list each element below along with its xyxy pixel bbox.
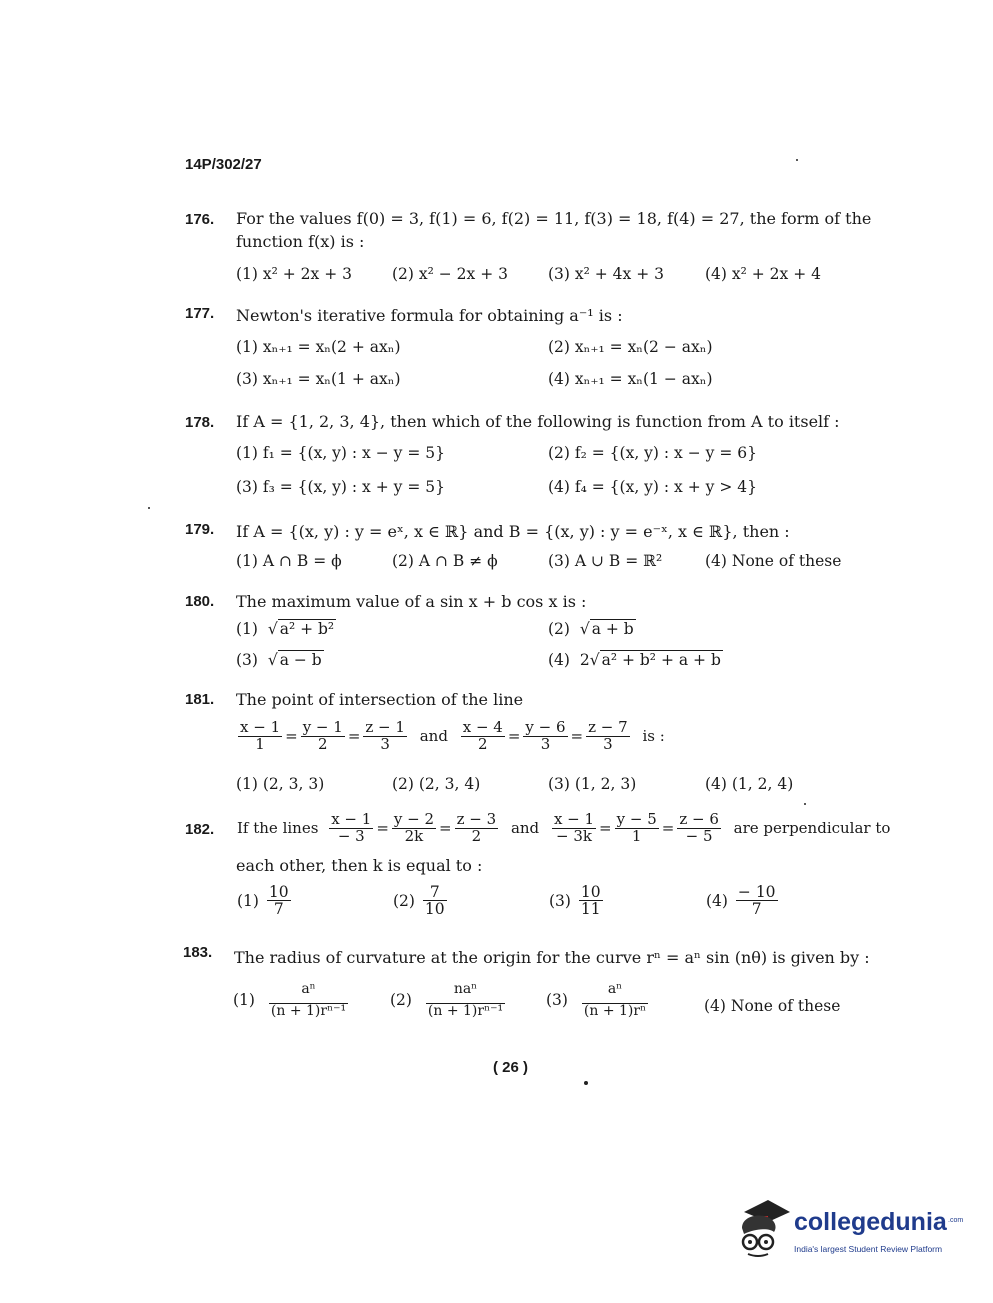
option-2: (2) (2, 3, 4) — [392, 775, 481, 793]
option-4: (4) xₙ₊₁ = xₙ(1 − axₙ) — [548, 370, 713, 388]
coefficient: 2 — [579, 651, 590, 669]
line-equations: $\frac{x - 1}{1}$ = $\frac{y - 1}{2}$ = $\frac{z - 1}{3}$ and $\frac{x - 4}{2}$ = $\frac{y - 6}{3}$ = $\frac{z - 7}{3}$ is : — [240, 718, 665, 753]
option-3 — [545, 982, 650, 1018]
lead-text: If the lines — [237, 819, 319, 838]
option-1 — [236, 884, 293, 918]
fraction: $\frac{y - 5}{1}$ — [616, 810, 657, 845]
and-word: and — [419, 727, 448, 746]
fraction: $\frac{x - 1}{1}$ — [240, 718, 281, 753]
option-label: (4) — [548, 651, 570, 669]
radicand: a² + b² + a + b — [601, 651, 721, 669]
sqrt: √ a − b — [262, 651, 322, 669]
option-4 — [705, 884, 780, 918]
tail-text: are perpendicular to — [733, 819, 891, 838]
option-label: (1) — [237, 891, 259, 910]
question-number: 181. — [185, 691, 215, 708]
fraction: $\frac{\text{aⁿ}}{\text{(n + 1)rⁿ⁻¹}}$ — [270, 981, 347, 1019]
option-label: (1) — [236, 620, 258, 638]
question-text-cont: function f(x) is : — [236, 232, 365, 251]
option-2: (2) xₙ₊₁ = xₙ(2 − axₙ) — [548, 338, 713, 356]
radicand: a² + b² — [279, 620, 335, 638]
option-4 — [548, 651, 723, 669]
option-4: (4) None of these — [704, 997, 841, 1015]
fraction: $\frac{10}{11}$ — [580, 883, 601, 919]
option-4: (4) f₄ = {(x, y) : x + y > 4} — [548, 478, 757, 496]
option-3 — [548, 884, 605, 918]
scan-speck — [584, 1081, 588, 1085]
option-label: (3) — [546, 991, 568, 1010]
fraction: $\frac{y - 1}{2}$ — [302, 718, 343, 753]
question-text: If the lines $\frac{x - 1}{- 3}$ = $\frac{y - 2}{2k}$ = $\frac{z - 3}{2}$ and $\frac{x - 1}{- 3k}$ = $\frac{y - 5}{1}$ = $\frac{z - 6}{- 5}$ are perpendicular to — [237, 810, 891, 845]
option-3: (3) (1, 2, 3) — [548, 775, 637, 793]
option-1: (1) A ∩ B = ϕ — [236, 552, 342, 570]
option-1 — [236, 620, 336, 638]
question-text-cont: each other, then k is equal to : — [236, 856, 483, 875]
question-text: Newton's iterative formula for obtaining a⁻¹ is : — [236, 306, 623, 325]
option-label: (1) — [233, 991, 255, 1010]
fraction: $\frac{10}{7}$ — [268, 883, 289, 919]
option-2: (2) x² − 2x + 3 — [392, 265, 508, 283]
radicand: a − b — [279, 651, 322, 669]
fraction: $\frac{7}{10}$ — [424, 883, 445, 919]
option-1: (1) x² + 2x + 3 — [236, 265, 352, 283]
option-label: (2) — [393, 891, 415, 910]
question-number: 183. — [183, 944, 213, 961]
sqrt: √ a² + b² — [262, 620, 335, 638]
option-1: (1) f₁ = {(x, y) : x − y = 5} — [236, 444, 445, 462]
fraction: $\frac{\text{aⁿ}}{\text{(n + 1)rⁿ}}$ — [583, 981, 647, 1019]
logo-com: .com — [948, 1217, 964, 1224]
option-label: (4) — [706, 891, 728, 910]
option-label: (3) — [549, 891, 571, 910]
fraction: $\frac{z - 7}{3}$ — [588, 718, 628, 753]
option-label: (2) — [390, 991, 412, 1010]
question-number: 176. — [185, 211, 215, 228]
fraction: $\frac{y - 2}{2k}$ — [393, 810, 435, 845]
sqrt: √ a² + b² + a + b — [589, 651, 721, 669]
option-3: (3) x² + 4x + 3 — [548, 265, 664, 283]
question-number: 182. — [185, 821, 215, 838]
fraction: $\frac{x - 4}{2}$ — [462, 718, 503, 753]
sqrt: √ a + b — [574, 620, 634, 638]
fraction: $\frac{z - 3}{2}$ — [456, 810, 497, 845]
option-label: (3) — [236, 651, 258, 669]
option-2 — [392, 884, 449, 918]
option-3: (3) A ∪ B = ℝ² — [548, 552, 663, 570]
question-text: If A = {1, 2, 3, 4}, then which of the following is function from A to itself : — [236, 412, 840, 431]
question-number: 178. — [185, 414, 215, 431]
question-number: 180. — [185, 593, 215, 610]
collegedunia-logo[interactable] — [734, 1196, 966, 1266]
option-4: (4) x² + 2x + 4 — [705, 265, 821, 283]
scan-speck — [796, 159, 798, 161]
option-1: (1) (2, 3, 3) — [236, 775, 325, 793]
mascot-icon — [734, 1198, 792, 1260]
fraction: $\frac{z - 6}{- 5}$ — [679, 810, 719, 845]
radicand: a + b — [591, 620, 634, 638]
option-4: (4) None of these — [705, 552, 842, 570]
question-text: For the values f(0) = 3, f(1) = 6, f(2) = 11, f(3) = 18, f(4) = 27, the form of the — [236, 209, 872, 228]
option-3 — [236, 651, 324, 669]
option-3: (3) xₙ₊₁ = xₙ(1 + axₙ) — [236, 370, 401, 388]
fraction: $\frac{x - 1}{- 3}$ — [331, 810, 372, 845]
fraction: $\frac{y - 6}{3}$ — [525, 718, 566, 753]
logo-tagline: India's largest Student Review Platform — [794, 1244, 943, 1254]
question-number: 179. — [185, 521, 215, 538]
and-word: and — [510, 819, 540, 838]
fraction: $\frac{- 10}{7}$ — [737, 883, 776, 919]
option-1 — [232, 982, 350, 1018]
fraction: $\frac{\text{naⁿ}}{\text{(n + 1)rⁿ⁻¹}}$ — [427, 981, 504, 1019]
option-3: (3) f₃ = {(x, y) : x + y = 5} — [236, 478, 445, 496]
scan-speck — [804, 803, 806, 805]
is-word: is : — [642, 727, 665, 746]
fraction: $\frac{z - 1}{3}$ — [365, 718, 405, 753]
question-text: The maximum value of a sin x + b cos x is : — [236, 592, 587, 611]
question-text: If A = {(x, y) : y = eˣ, x ∈ ℝ} and B = {(x, y) : y = e⁻ˣ, x ∈ ℝ}, then : — [236, 522, 790, 541]
option-label: (2) — [548, 620, 570, 638]
option-2 — [548, 620, 636, 638]
paper-code: 14P/302/27 — [185, 156, 262, 173]
option-2: (2) f₂ = {(x, y) : x − y = 6} — [548, 444, 757, 462]
option-2 — [389, 982, 507, 1018]
option-2: (2) A ∩ B ≠ ϕ — [392, 552, 498, 570]
logo-wordmark: collegedunia — [794, 1208, 947, 1236]
question-text: The point of intersection of the line — [236, 690, 524, 709]
option-4: (4) (1, 2, 4) — [705, 775, 794, 793]
scan-speck — [148, 507, 150, 509]
page-number: ( 26 ) — [493, 1059, 529, 1076]
question-number: 177. — [185, 305, 215, 322]
option-1: (1) xₙ₊₁ = xₙ(2 + axₙ) — [236, 338, 401, 356]
fraction: $\frac{x - 1}{- 3k}$ — [553, 810, 595, 845]
question-text: The radius of curvature at the origin for the curve rⁿ = aⁿ sin (nθ) is given by : — [234, 948, 870, 967]
